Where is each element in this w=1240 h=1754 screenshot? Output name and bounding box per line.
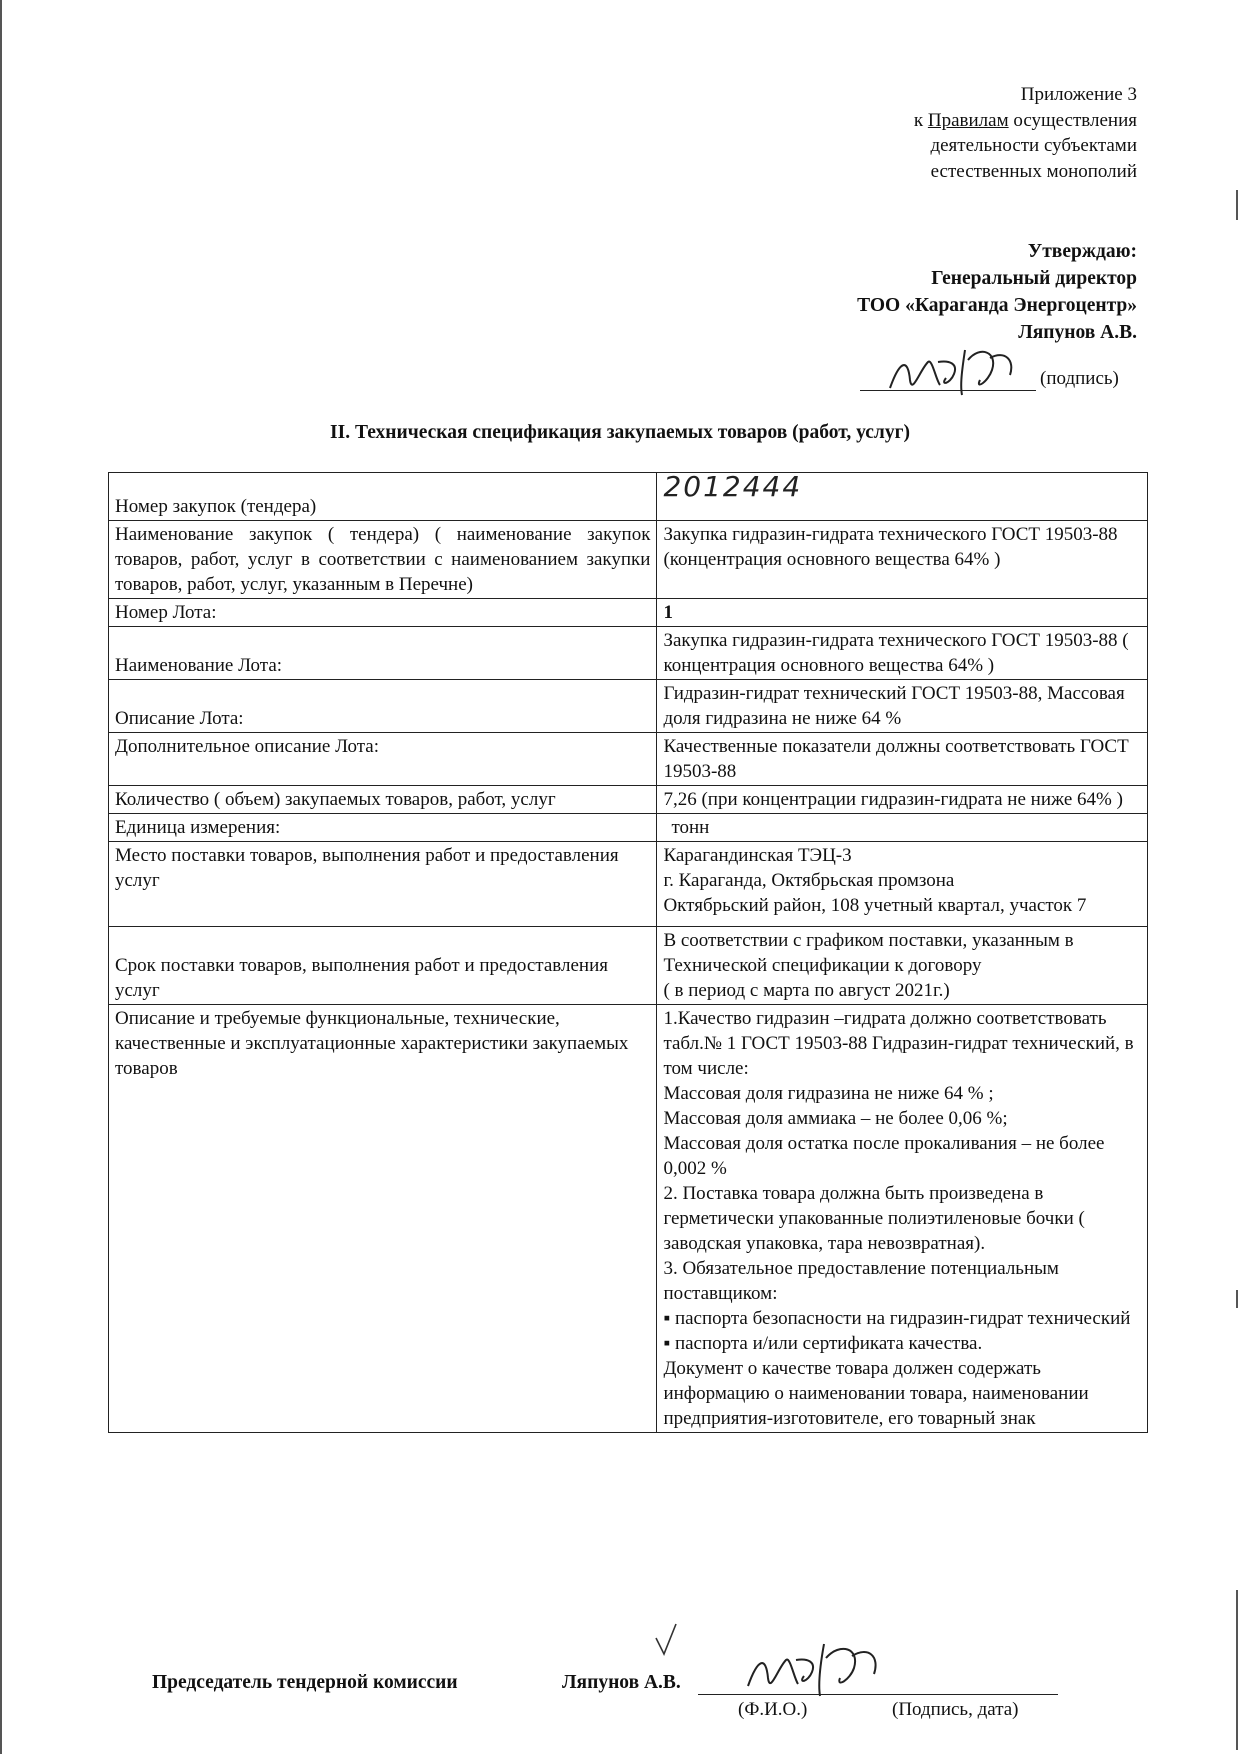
row-label: Место поставки товаров, выполнения работ и предоставления услуг (109, 842, 657, 927)
chair-label: Председатель тендерной комиссии (152, 1672, 458, 1693)
table-row (109, 814, 1148, 842)
approval-block (857, 238, 1137, 346)
director-signature-line (860, 390, 1036, 391)
table-row (109, 1005, 1148, 1433)
table-row (109, 599, 1148, 627)
check-mark-icon (652, 1620, 682, 1660)
annex-header (914, 82, 1137, 184)
signature-date-caption: (Подпись, дата) (892, 1699, 1019, 1720)
row-label: Наименование закупок ( тендера) ( наименование закупок товаров, работ, услуг в соответствии с наименованием закупки товаров, работ, услуг, указанным в Перечне) (109, 521, 657, 599)
annex-line-1: Приложение 3 (1020, 84, 1137, 105)
scan-mark (1236, 190, 1238, 220)
row-value: 1 (657, 599, 1148, 627)
row-value: 1.Качество гидразин –гидрата должно соответствовать табл.№ 1 ГОСТ 19503-88 Гидразин-гидрат технический, в том числе: Массовая доля гидразина не ниже 64 % ; Массовая доля аммиака – не более 0,06 %; Массовая доля остатка после прокаливания – не более 0,002 % 2. Поставка товара должна быть произведена в герметически упакованные полиэтиленовые бочки ( заводская упаковка, тара невозвратная). 3. Обязательное предоставление потенциальным поставщиком: ▪ паспорта безопасности на гидразин-гидрат технический ▪ паспорта и/или сертификата качества. Документ о качестве товара должен содержать информацию о наименовании товара, наименовании предприятия-изготовителе, его товарный знак (657, 1005, 1148, 1433)
table-row (109, 842, 1148, 927)
table-row (109, 927, 1148, 1005)
scan-mark (1236, 1290, 1238, 1308)
scan-edge-left (0, 0, 2, 1754)
row-label: Номер Лота: (109, 599, 657, 627)
signature-line (698, 1694, 1058, 1695)
annex-line-3: деятельности субъектами (930, 135, 1137, 156)
row-value: Закупка гидразин-гидрата технического ГОСТ 19503-88 (концентрация основного вещества 64% ) (657, 521, 1148, 599)
handwritten-number: 2012444 (663, 470, 803, 503)
approval-line-2: Генеральный директор (931, 268, 1137, 289)
row-label: Срок поставки товаров, выполнения работ и предоставления услуг (109, 927, 657, 1005)
approval-line-4: Ляпунов А.В. (1018, 322, 1137, 343)
annex-line-4: естественных монополий (930, 160, 1137, 182)
approval-line-1: Утверждаю: (1027, 241, 1137, 262)
table-row (109, 733, 1148, 786)
row-value: В соответствии с графиком поставки, указанным в Технической спецификации к договору ( в период с марта по август 2021г.) (657, 927, 1148, 1005)
table-row (109, 627, 1148, 680)
fio-caption: (Ф.И.О.) (738, 1699, 808, 1720)
annex-line-2: к Правилам осуществления (913, 109, 1137, 131)
row-label: Количество ( объем) закупаемых товаров, работ, услуг (109, 786, 657, 814)
row-value: тонн (657, 814, 1148, 842)
row-label: Описание и требуемые функциональные, технические, качественные и эксплуатационные характеристики закупаемых товаров (109, 1005, 657, 1433)
table-row (109, 786, 1148, 814)
row-label: Единица измерения: (109, 814, 657, 842)
director-signature (880, 340, 1030, 400)
row-value: Карагандинская ТЭЦ-3 г. Караганда, Октябрьская промзона Октябрьский район, 108 учетный квартал, участок 7 (657, 842, 1148, 927)
row-value (657, 470, 1148, 521)
row-label: Дополнительное описание Лота: (109, 733, 657, 786)
row-label: Описание Лота: (109, 680, 657, 733)
table-row (109, 521, 1148, 599)
scan-mark (1236, 1590, 1238, 1750)
approval-line-3: ТОО «Караганда Энергоцентр» (857, 295, 1137, 316)
row-label: Номер закупок (тендера) (109, 473, 657, 521)
table-row (109, 680, 1148, 733)
chair-signature (740, 1636, 900, 1702)
signature-caption: (подпись) (1040, 368, 1119, 389)
spec-table (108, 472, 1148, 1433)
row-label: Наименование Лота: (109, 627, 657, 680)
row-value: 7,26 (при концентрации гидразин-гидрата не ниже 64% ) (657, 786, 1148, 814)
row-value: Гидразин-гидрат технический ГОСТ 19503-88, Массовая доля гидразина не ниже 64 % (657, 680, 1148, 733)
page-title: II. Техническая спецификация закупаемых товаров (работ, услуг) (330, 422, 910, 443)
rules-link: Правилам (927, 109, 1009, 131)
row-value: Закупка гидразин-гидрата технического ГОСТ 19503-88 ( концентрация основного вещества 64% ) (657, 627, 1148, 680)
chair-name: Ляпунов А.В. (562, 1672, 681, 1693)
row-value: Качественные показатели должны соответствовать ГОСТ 19503-88 (657, 733, 1148, 786)
table-row (109, 473, 1148, 521)
